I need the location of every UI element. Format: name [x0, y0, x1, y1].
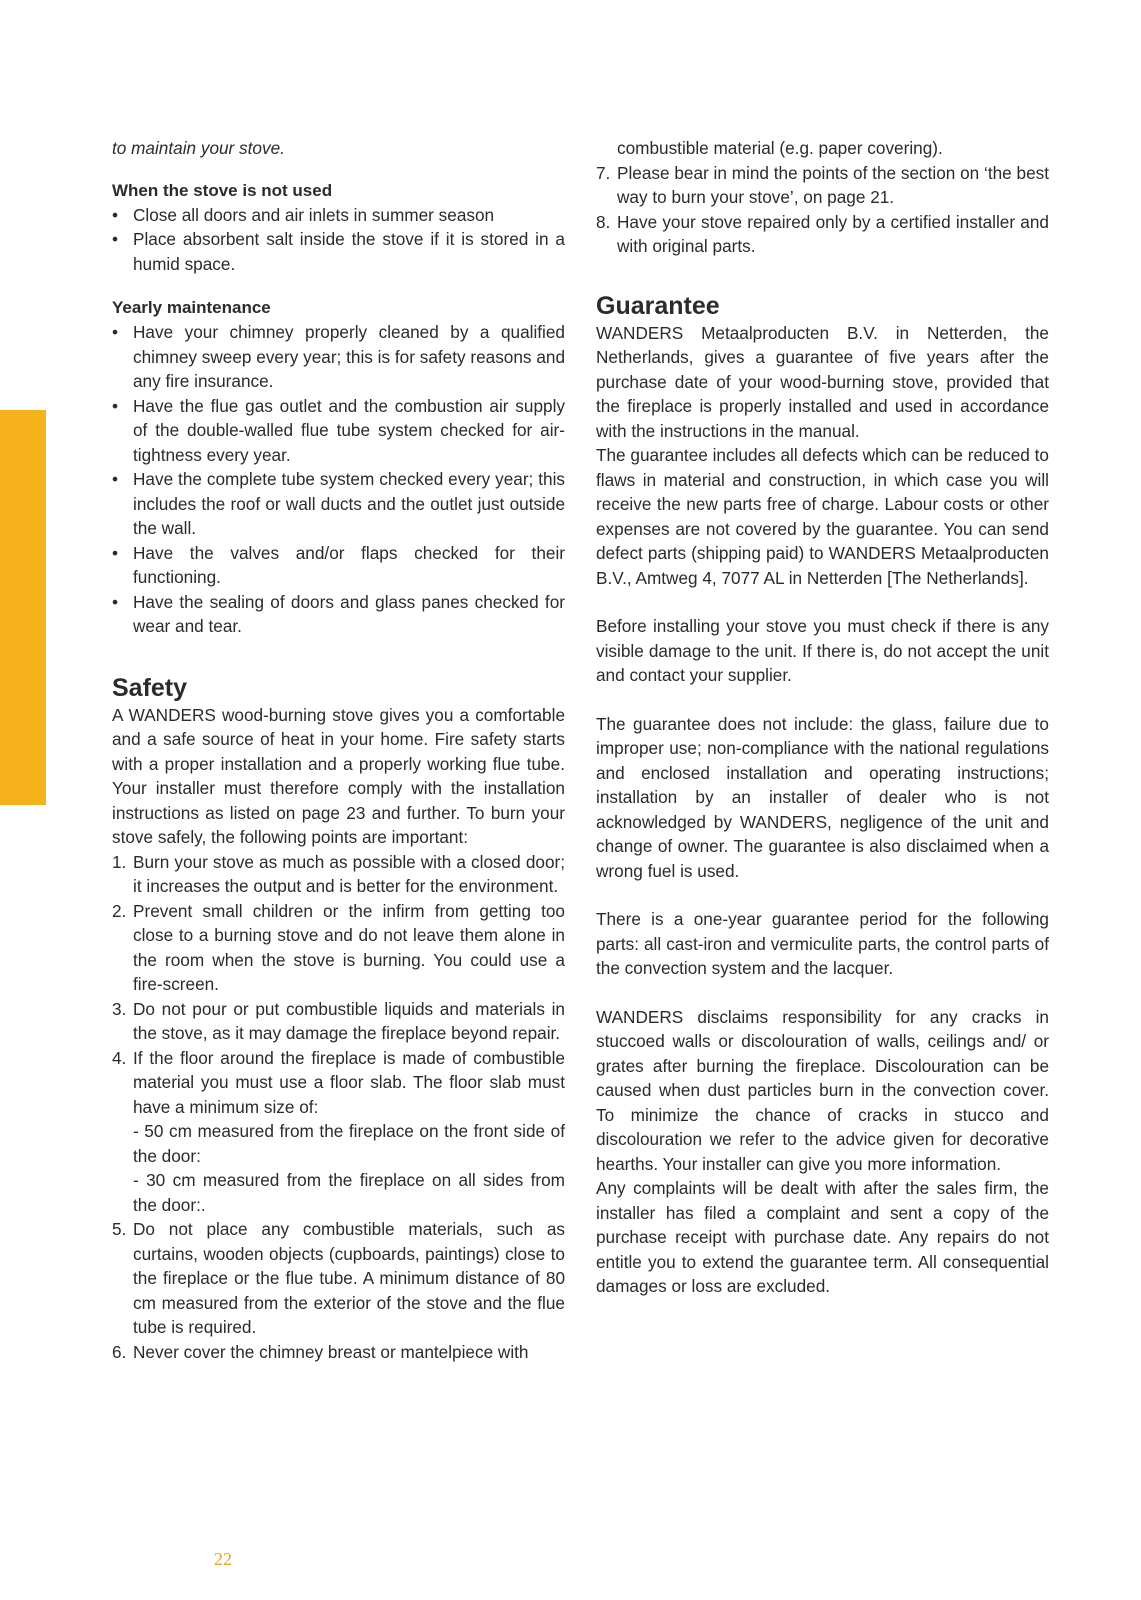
list-item: 8. Have your stove repaired only by a certified installer and with original parts. — [596, 211, 1049, 256]
section-tab-marker — [0, 410, 46, 805]
guarantee-paragraph: The guarantee includes all defects which can be reduced to flaws in material and construction, in which case you will receive the new parts free of charge. Labour costs or other expenses are not covered by the guarantee. You can send defect parts (shipping paid) to WANDERS Metaalproducten B.V., Amtweg 4, 7077 AL in Netterden [The Netherlands]. — [596, 445, 1049, 588]
right-column — [596, 136, 1049, 1299]
list-item: 3. Do not pour or put combustible liquids and materials in the stove, as it may damage the fireplace beyond repair. — [112, 998, 565, 1043]
safety-intro: A WANDERS wood-burning stove gives you a comfortable and a safe source of heat in your home. Fire safety starts with a proper installation and a properly working flue tube. Your installer must therefore comply with the installation instructions as listed on page 23 and further. To burn your stove safely, the following points are important: — [112, 704, 565, 847]
list-item: 4. If the floor around the fireplace is made of combustible material you must use a floor slab. The floor slab must have a minimum size of: — [112, 1047, 565, 1117]
bullet-icon: • — [112, 395, 119, 416]
list-item: 6. Never cover the chimney breast or mantelpiece with — [112, 1341, 529, 1362]
list-item: 7. Please bear in mind the points of the section on ‘the best way to burn your stove’, on page 21. — [596, 162, 1049, 207]
guarantee-paragraph: Before installing your stove you must check if there is any visible damage to the unit. If there is, do not accept the unit and contact your supplier. — [596, 616, 1049, 685]
list-item: • Have the flue gas outlet and the combustion air supply of the double-walled flue tube system checked for air-tightness every year. — [112, 395, 565, 465]
left-column — [112, 136, 565, 1364]
guarantee-paragraph: WANDERS disclaims responsibility for any cracks in stuccoed walls or discolouration of walls, ceilings and/ or grates after burning the fireplace. Discolouration can be caused when dust particles burn in the convection cover. To minimize the chance of cracks in stucco and discolouration we refer to the advice given for decorative hearths. Your installer can give you more information. — [596, 1006, 1049, 1174]
guarantee-paragraph: Any complaints will be dealt with after the sales firm, the installer has filed a complaint and sent a copy of the purchase receipt with purchase date. Any repairs do not entitle you to extend the guarantee term. All consequential damages or loss are excluded. — [596, 1178, 1049, 1296]
bullet-icon: • — [112, 591, 119, 612]
heading-guarantee: Guarantee — [596, 291, 720, 320]
list-item: 5. Do not place any combustible materials, such as curtains, wooden objects (cupboards, paintings) close to the fireplace or the flue tube. A minimum distance of 80 cm measured from the exterior of the stove and the flue tube is required. — [112, 1219, 565, 1337]
continued-text: combustible material (e.g. paper covering). — [617, 138, 943, 158]
list-item: 2. Prevent small children or the infirm from getting too close to a burning stove and do not leave them alone in the room when the stove is burning. You could use a fire-screen. — [112, 900, 565, 994]
heading-not-used: When the stove is not used — [112, 180, 333, 200]
list-item: • Have the sealing of doors and glass panes checked for wear and tear. — [112, 591, 565, 636]
safety-list — [112, 850, 565, 1120]
sub-item: - 30 cm measured from the fireplace on all sides from the door:. — [133, 1170, 565, 1215]
bullet-icon: • — [112, 229, 119, 249]
guarantee-paragraph: There is a one-year guarantee period for the following parts: all cast-iron and vermiculite parts, the control parts of the convection system and the lacquer. — [596, 909, 1049, 978]
bullet-icon: • — [112, 322, 119, 342]
yearly-list — [112, 320, 565, 639]
list-item: • Have the valves and/or flaps checked for their functioning. — [112, 542, 565, 587]
intro-italic: to maintain your stove. — [112, 138, 285, 158]
heading-yearly-maintenance: Yearly maintenance — [112, 298, 271, 317]
not-used-list — [112, 203, 565, 277]
list-item: • Have the complete tube system checked every year; this includes the roof or wall ducts and the outlet just outside the wall. — [112, 469, 565, 538]
bullet-icon: • — [112, 204, 119, 225]
list-item: • Have your chimney properly cleaned by a qualified chimney sweep every year; this is for safety reasons and any fire insurance. — [112, 322, 565, 391]
safety-list-continued — [112, 1217, 565, 1364]
bullet-icon: • — [112, 542, 119, 563]
list-item: • Close all doors and air inlets in summer season — [112, 203, 565, 228]
list-item: 1. Burn your stove as much as possible with a closed door; it increases the output and is better for the environment. — [112, 851, 565, 896]
guarantee-paragraph: The guarantee does not include: the glass, failure due to improper use; non-compliance with the national regulations and enclosed installation and operating instructions; installation by an installer of dealer who is not acknowledged by WANDERS, negligence of the unit and change of owner. The guarantee is also disclaimed when a wrong fuel is used. — [596, 713, 1049, 881]
guarantee-paragraph: WANDERS Metaalproducten B.V. in Netterden, the Netherlands, gives a guarantee of five years after the purchase date of your wood-burning stove, provided that the fireplace is properly installed and used in accordance with the instructions in the manual. — [596, 322, 1049, 441]
heading-safety: Safety — [112, 673, 188, 702]
page-number: 22 — [214, 1549, 232, 1569]
sub-item: - 50 cm measured from the fireplace on the front side of the door: — [133, 1121, 565, 1166]
list-item: • Place absorbent salt inside the stove if it is stored in a humid space. — [112, 229, 565, 274]
bullet-icon: • — [112, 469, 119, 489]
safety-list-right — [596, 161, 1049, 259]
